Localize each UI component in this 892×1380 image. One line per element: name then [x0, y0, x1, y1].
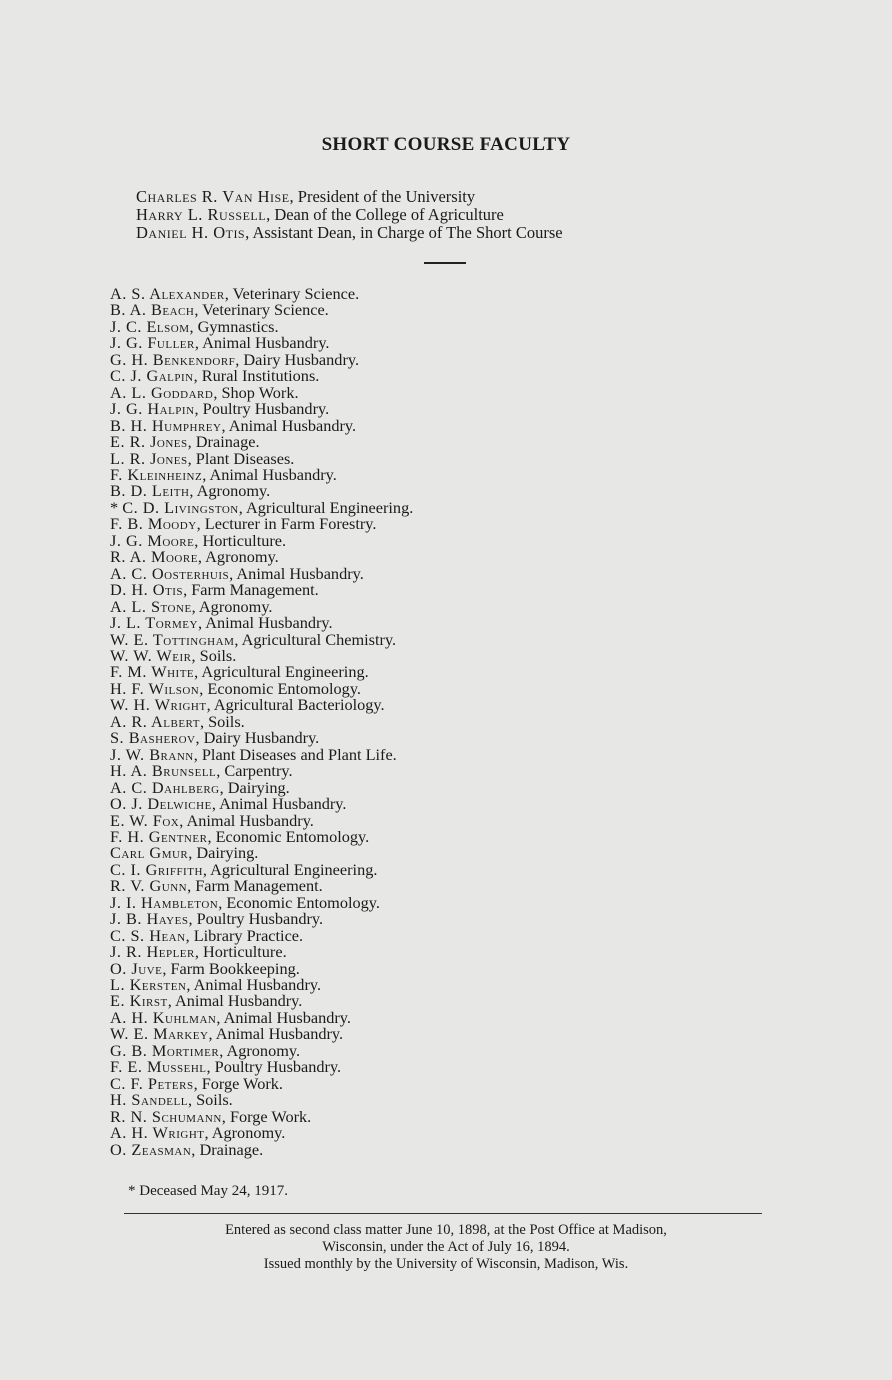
faculty-name: J. W. Brann	[110, 744, 194, 764]
separator: ,	[235, 349, 244, 369]
separator: ,	[238, 497, 246, 517]
faculty-subject: Rural Institutions.	[201, 366, 320, 386]
faculty-name: H. Sandell	[110, 1090, 188, 1110]
faculty-entry	[110, 1139, 413, 1159]
faculty-subject: Dairy Husbandry.	[203, 728, 320, 748]
faculty-subject: Poultry Husbandry.	[196, 909, 324, 929]
faculty-subject: Gymnastics.	[197, 316, 279, 336]
separator: ,	[197, 613, 206, 633]
faculty-subject: Animal Husbandry.	[193, 975, 322, 995]
faculty-subject: Carpentry.	[224, 761, 293, 781]
faculty-name: A. C. Dahlberg	[110, 777, 220, 797]
separator: ,	[193, 1073, 202, 1093]
faculty-subject: Animal Husbandry.	[215, 1024, 344, 1044]
faculty-name: C. I. Griffith	[110, 859, 203, 879]
faculty-name: G. B. Mortimer	[110, 1040, 220, 1060]
faculty-subject: Dairying.	[196, 843, 259, 863]
faculty-subject: Animal Husbandry.	[236, 563, 364, 583]
faculty-subject: Agricultural Engineering.	[210, 859, 378, 879]
faculty-name: J. I. Hambleton	[110, 892, 219, 912]
publication-note-line: Wisconsin, under the Act of July 16, 1894.	[322, 1239, 570, 1255]
faculty-subject: Agricultural Engineering.	[201, 662, 369, 682]
faculty-subject: Farm Management.	[191, 580, 319, 600]
faculty-subject: Library Practice.	[193, 925, 304, 945]
officer-entry: Daniel H. Otis, Assistant Dean, in Charge of The Short Course	[136, 223, 563, 242]
faculty-name: H. A. Brunsell	[110, 761, 217, 781]
separator: ,	[207, 826, 216, 846]
faculty-subject: Soils.	[208, 711, 245, 731]
separator: ,	[218, 892, 227, 912]
faculty-subject: Economic Entomology.	[215, 826, 370, 846]
faculty-name: A. L. Stone	[110, 596, 192, 616]
faculty-name: W. E. Markey	[110, 1024, 209, 1044]
faculty-name: B. A. Beach	[110, 300, 195, 320]
faculty-subject: Animal Husbandry.	[205, 613, 333, 633]
faculty-subject: Agronomy.	[196, 481, 271, 501]
faculty-name: O. Juve	[110, 958, 163, 978]
faculty-name: A. S. Alexander	[110, 284, 225, 303]
faculty-subject: Animal Husbandry.	[228, 415, 357, 435]
separator: ,	[187, 448, 196, 468]
page-title: SHORT COURSE FACULTY	[321, 134, 571, 155]
faculty-name: J. G. Halpin	[110, 399, 195, 419]
separator: ,	[216, 1007, 224, 1027]
footnote: * Deceased May 24, 1917.	[128, 1183, 288, 1199]
faculty-subject: Forge Work.	[201, 1073, 284, 1093]
faculty-subject: Animal Husbandry.	[186, 810, 314, 830]
separator: ,	[199, 678, 208, 698]
faculty-name: A. R. Albert	[110, 711, 200, 731]
separator: ,	[206, 695, 214, 715]
separator: ,	[191, 1139, 200, 1159]
separator: ,	[221, 1106, 230, 1126]
faculty-subject: Farm Management.	[195, 876, 323, 896]
faculty-subject: Agronomy.	[205, 547, 279, 567]
officer-entry: Charles R. Van Hise, President of the University	[136, 187, 476, 206]
faculty-name: B. D. Leith	[110, 481, 190, 501]
faculty-name: F. Kleinheinz	[110, 464, 203, 484]
officer-role: Dean of the College of Agriculture	[274, 205, 504, 224]
faculty-name: G. H. Benkendorf	[110, 349, 236, 369]
faculty-subject: Economic Entomology.	[226, 892, 380, 912]
faculty-name: R. V. Gunn	[110, 876, 188, 896]
faculty-name: L. R. Jones	[110, 448, 188, 468]
separator: ,	[194, 300, 203, 320]
separator: ,	[197, 547, 206, 567]
officer-name: Charles R. Van Hise	[136, 187, 290, 206]
officer-name: Harry L. Russell	[136, 205, 267, 224]
separator: ,	[187, 432, 196, 452]
separator: ,	[194, 399, 203, 419]
faculty-name: C. F. Peters	[110, 1073, 194, 1093]
separator: ,	[185, 925, 194, 945]
separator: ,	[216, 761, 225, 781]
section-divider	[424, 262, 466, 264]
separator: ,	[186, 975, 194, 995]
separator: ,	[195, 728, 204, 748]
faculty-name: H. F. Wilson	[110, 678, 200, 698]
separator: ,	[206, 1057, 215, 1077]
officer-role: Assistant Dean, in Charge of The Short Course	[252, 223, 563, 242]
faculty-name: J. C. Elsom	[110, 316, 190, 336]
faculty-subject: Animal Husbandry.	[202, 333, 330, 353]
faculty-subject: Poultry Husbandry.	[202, 399, 330, 419]
faculty-subject: Agricultural Chemistry.	[241, 629, 397, 649]
separator: ,	[191, 596, 199, 616]
separator: ,	[224, 284, 233, 303]
publication-note	[0, 1222, 892, 1273]
faculty-subject: Agricultural Bacteriology.	[213, 695, 385, 715]
separator: ,	[202, 859, 211, 879]
separator: ,	[211, 794, 220, 814]
footer-divider	[124, 1213, 762, 1214]
separator: ,	[219, 777, 228, 797]
faculty-name: F. E. Mussehl	[110, 1057, 207, 1077]
deceased-mark: *	[110, 497, 123, 517]
faculty-subject: Soils.	[196, 1090, 233, 1110]
faculty-name: O. Zeasman	[110, 1139, 192, 1159]
faculty-subject: Veterinary Science.	[232, 284, 360, 303]
faculty-subject: Economic Entomology.	[207, 678, 361, 698]
separator: ,	[219, 1040, 227, 1060]
separator: ,	[194, 530, 203, 550]
faculty-name: E. Kirst	[110, 991, 168, 1011]
separator: ,	[167, 991, 175, 1011]
separator: ,	[221, 415, 229, 435]
faculty-name: J. L. Tormey	[110, 613, 198, 633]
faculty-subject: Animal Husbandry.	[174, 991, 303, 1011]
faculty-name: E. W. Fox	[110, 810, 180, 830]
separator: ,	[183, 580, 192, 600]
separator: ,	[194, 662, 202, 682]
publication-note-line: Entered as second class matter June 10, 1898, at the Post Office at Madison,	[225, 1222, 667, 1238]
officers-list	[136, 188, 563, 242]
faculty-subject: Horticulture.	[203, 942, 287, 962]
officer-entry: Harry L. Russell, Dean of the College of Agriculture	[136, 205, 504, 224]
separator: ,	[187, 876, 196, 896]
separator: ,	[193, 744, 202, 764]
faculty-name: W. H. Wright	[110, 695, 207, 715]
faculty-subject: Lecturer in Farm Forestry.	[204, 514, 377, 534]
separator: ,	[194, 333, 203, 353]
separator: ,	[229, 563, 237, 583]
separator: ,	[193, 366, 202, 386]
separator: ,	[162, 958, 171, 978]
officer-name: Daniel H. Otis	[136, 223, 246, 242]
faculty-subject: Farm Bookkeeping.	[170, 958, 300, 978]
faculty-subject: Shop Work.	[221, 382, 299, 402]
separator: ,	[213, 382, 222, 402]
faculty-name: B. H. Humphrey	[110, 415, 222, 435]
faculty-subject: Horticulture.	[202, 530, 287, 550]
faculty-name: J. R. Hepler	[110, 942, 195, 962]
publication-note-line: Issued monthly by the University of Wisconsin, Madison, Wis.	[263, 1256, 629, 1272]
separator: ,	[208, 1024, 216, 1044]
faculty-name: F. H. Gentner	[110, 826, 208, 846]
faculty-name: J. G. Moore	[110, 530, 195, 550]
faculty-name: D. H. Otis	[110, 580, 184, 600]
faculty-list	[110, 286, 413, 1158]
separator: ,	[202, 464, 210, 484]
faculty-subject: Agricultural Engineering.	[246, 497, 414, 517]
separator: ,	[199, 711, 209, 731]
faculty-name: C. J. Galpin	[110, 366, 194, 386]
separator: ,	[189, 481, 197, 501]
faculty-name: R. A. Moore	[110, 547, 198, 567]
faculty-subject: Veterinary Science.	[202, 300, 329, 320]
faculty-name: Carl Gmur	[110, 843, 189, 863]
faculty-subject: Drainage.	[195, 432, 260, 452]
faculty-subject: Dairying.	[227, 777, 290, 797]
faculty-name: A. H. Wright	[110, 1123, 205, 1143]
faculty-name: A. C. Oosterhuis	[110, 563, 230, 583]
faculty-name: R. N. Schumann	[110, 1106, 222, 1126]
faculty-name: F. B. Moody	[110, 514, 197, 534]
faculty-name: C. D. Livingston	[122, 497, 239, 517]
faculty-name: W. W. Weir	[110, 645, 192, 665]
faculty-name: J. G. Fuller	[110, 333, 195, 353]
separator: ,	[189, 316, 198, 336]
faculty-name: A. H. Kuhlman	[110, 1007, 217, 1027]
separator: ,	[196, 514, 205, 534]
faculty-subject: Agronomy.	[211, 1123, 286, 1143]
faculty-subject: Plant Diseases.	[195, 448, 295, 468]
faculty-subject: Soils.	[199, 645, 237, 665]
faculty-subject: Dairy Husbandry.	[243, 349, 360, 369]
separator: ,	[188, 843, 197, 863]
faculty-subject: Animal Husbandry.	[223, 1007, 351, 1027]
faculty-name: A. L. Goddard	[110, 382, 214, 402]
faculty-name: C. S. Hean	[110, 925, 186, 945]
separator: ,	[191, 645, 200, 665]
faculty-name: L. Kersten	[110, 975, 187, 995]
officer-role: President of the University	[297, 187, 476, 206]
separator: ,	[204, 1123, 212, 1143]
faculty-subject: Drainage.	[199, 1139, 264, 1159]
faculty-name: J. B. Hayes	[110, 909, 189, 929]
faculty-subject: Animal Husbandry.	[209, 464, 337, 484]
faculty-subject: Forge Work.	[229, 1106, 312, 1126]
separator: ,	[187, 1090, 197, 1110]
faculty-subject: Agronomy.	[226, 1040, 301, 1060]
separator: ,	[188, 909, 197, 929]
faculty-name: E. R. Jones	[110, 432, 188, 452]
separator: ,	[234, 629, 242, 649]
faculty-name: O. J. Delwiche	[110, 794, 212, 814]
separator: ,	[179, 810, 187, 830]
faculty-subject: Animal Husbandry.	[219, 794, 347, 814]
faculty-subject: Agronomy.	[198, 596, 273, 616]
separator: ,	[194, 942, 203, 962]
faculty-subject: Poultry Husbandry.	[214, 1057, 342, 1077]
faculty-name: W. E. Tottingham	[110, 629, 235, 649]
faculty-name: S. Basherov	[110, 728, 196, 748]
faculty-subject: Plant Diseases and Plant Life.	[201, 744, 397, 764]
faculty-name: F. M. White	[110, 662, 195, 682]
